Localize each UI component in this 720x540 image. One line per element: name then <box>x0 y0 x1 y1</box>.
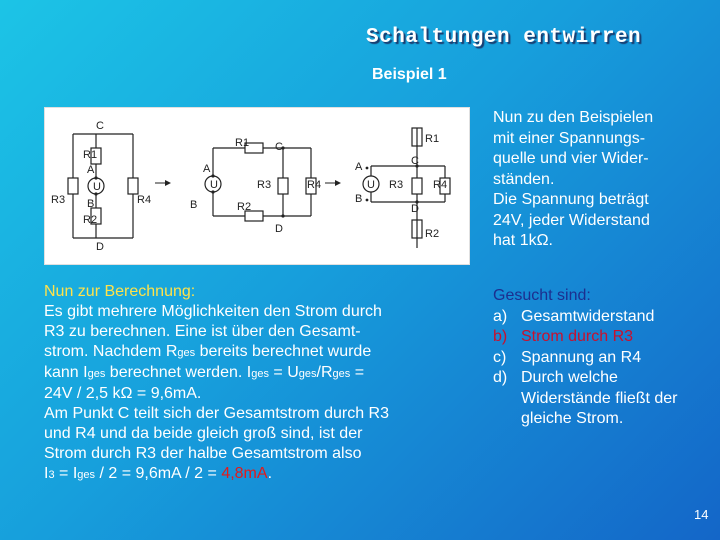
intro-line: mit einer Spannungs- <box>493 129 646 147</box>
calc-text: bereits berechnet wurde <box>195 343 372 360</box>
calc-text: . <box>267 465 273 482</box>
subscript: ges <box>298 368 317 380</box>
calc-line: Am Punkt C teilt sich der Gesamtstrom durch R3 <box>44 405 389 422</box>
label-c: C <box>96 120 104 132</box>
item-marker: c) <box>493 348 507 366</box>
label-u: U <box>210 179 218 191</box>
subscript: ges <box>177 347 196 359</box>
slide-subtitle: Beispiel 1 <box>372 66 447 83</box>
item-marker: a) <box>493 307 508 325</box>
calc-line: R3 zu berechnen. Eine ist über den Gesamt- <box>44 323 361 340</box>
label-r4: R4 <box>137 194 152 206</box>
subscript: 3 <box>48 469 55 481</box>
label-u: U <box>93 181 101 193</box>
sought-heading: Gesucht sind: <box>493 287 591 304</box>
label-b: B <box>87 198 95 210</box>
calc-line <box>44 363 484 384</box>
calc-text: strom. Nachdem R <box>44 343 178 360</box>
label-r3: R3 <box>389 179 404 191</box>
label-d: D <box>411 203 419 215</box>
label-r2: R2 <box>83 214 98 226</box>
question-item <box>493 368 703 430</box>
label-b: B <box>190 199 198 211</box>
intro-line: quelle und vier Wider- <box>493 150 649 167</box>
question-item <box>493 348 703 369</box>
subscript: ges <box>251 368 269 380</box>
label-a: A <box>355 161 363 173</box>
calc-text: berechnet werden. I <box>105 364 252 381</box>
circuit-diagram <box>44 107 470 265</box>
label-d: D <box>275 223 283 235</box>
label-r3: R3 <box>257 179 272 191</box>
calc-text: kann I <box>44 364 88 381</box>
item-text: Gesamtwiderstand <box>521 307 655 325</box>
label-r3: R3 <box>51 194 66 206</box>
calc-text: = I <box>54 465 78 482</box>
calc-line: und R4 und da beide gleich groß sind, ist der <box>44 425 363 442</box>
label-c: C <box>411 155 419 167</box>
intro-line: ständen. <box>493 170 555 188</box>
calc-text: / 2 = 9,6mA / 2 = <box>95 465 222 482</box>
label-r1: R1 <box>235 137 250 149</box>
label-r4: R4 <box>307 179 322 191</box>
label-r1: R1 <box>425 133 440 145</box>
label-b: B <box>355 193 363 205</box>
calculation-text <box>44 282 484 485</box>
label-r2: R2 <box>237 201 252 213</box>
calc-heading: Nun zur Berechnung: <box>44 283 196 300</box>
calc-line: 24V / 2,5 kΩ = 9,6mA. <box>44 385 202 402</box>
label-d: D <box>96 241 104 253</box>
item-text: Strom durch R3 <box>521 328 634 345</box>
label-u: U <box>367 179 375 191</box>
intro-text <box>493 108 693 252</box>
calc-line <box>44 464 484 485</box>
page-number: 14 <box>694 507 709 522</box>
label-a: A <box>87 164 95 176</box>
calc-result: 4,8mA <box>221 465 268 482</box>
calc-line: Es gibt mehrere Möglichkeiten den Strom durch <box>44 303 382 320</box>
calc-text: /R <box>316 364 333 381</box>
subscript: ges <box>332 368 351 380</box>
intro-line: hat 1kΩ. <box>493 232 553 249</box>
label-c: C <box>275 141 283 153</box>
item-marker: d) <box>493 369 508 386</box>
calc-text: I <box>44 465 49 482</box>
calc-text: = <box>350 364 365 381</box>
item-marker: b) <box>493 328 508 345</box>
calc-text: = U <box>268 364 299 381</box>
sought-list <box>493 286 703 430</box>
calc-line <box>44 342 484 363</box>
calc-line: Strom durch R3 der halbe Gesamtstrom also <box>44 445 362 462</box>
label-r2: R2 <box>425 228 440 240</box>
question-list <box>493 307 703 430</box>
intro-line: Nun zu den Beispielen <box>493 109 654 126</box>
slide-title: Schaltungen entwirren <box>366 26 642 49</box>
label-a: A <box>203 163 211 175</box>
label-r1: R1 <box>83 149 98 161</box>
subscript: ges <box>77 469 96 481</box>
question-item <box>493 327 703 348</box>
label-r4: R4 <box>433 179 448 191</box>
subscript: ges <box>87 368 106 380</box>
item-text: Durch welche Widerstände fließt der gleiche Strom. <box>521 369 678 427</box>
intro-line: Die Spannung beträgt <box>493 191 649 208</box>
intro-line: 24V, jeder Widerstand <box>493 211 650 229</box>
item-text: Spannung an R4 <box>521 348 642 366</box>
question-item <box>493 307 703 328</box>
